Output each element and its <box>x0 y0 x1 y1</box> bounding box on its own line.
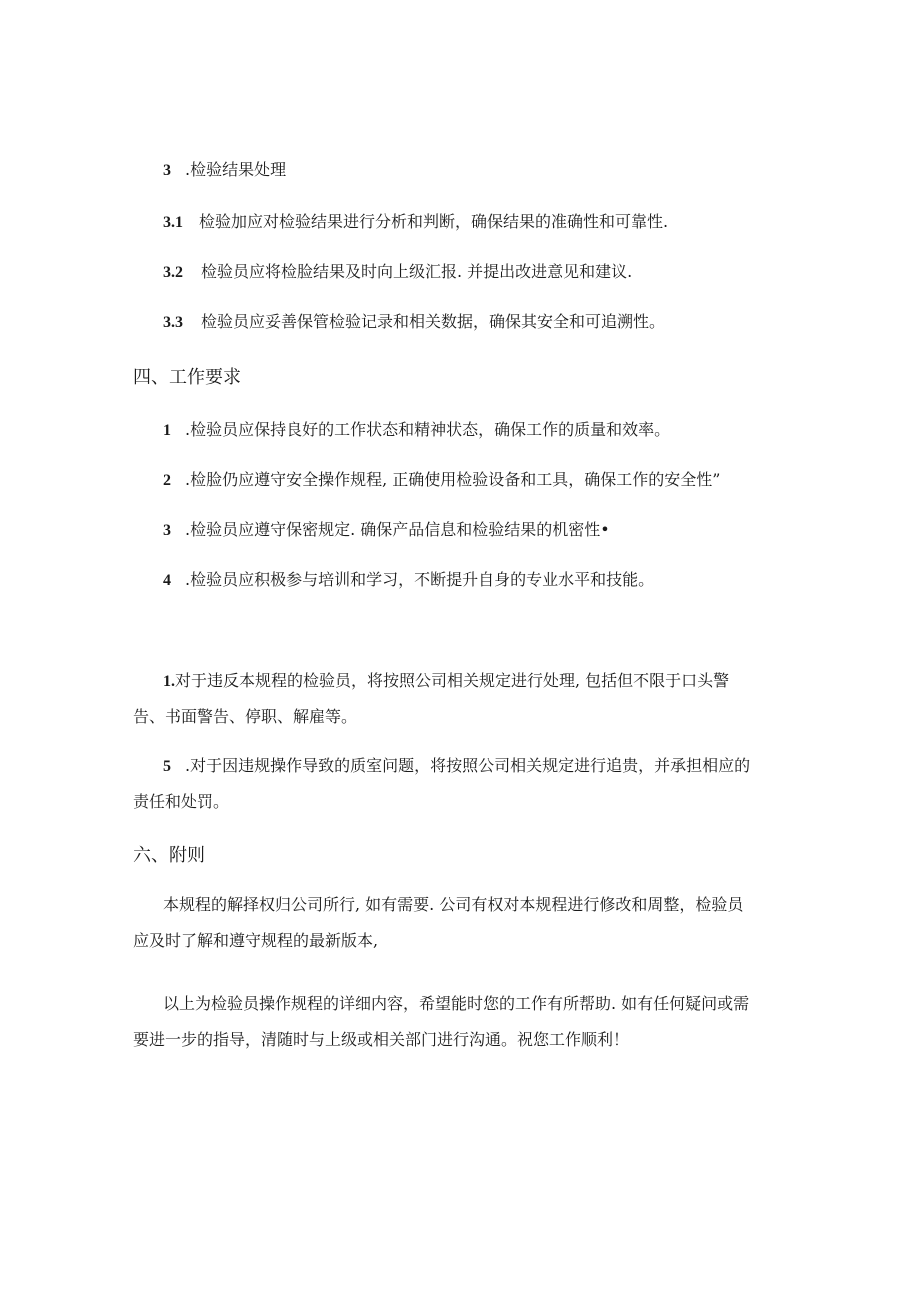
item-text: 对于违反本规程的检验员，将按照公司相关规定进行处理, 包括但不限于口头警 <box>175 671 730 690</box>
item-number: 3 <box>163 522 171 539</box>
closing-line2: 要进一步的指导，清随时与上级或相关部门进行沟通。祝您工作顺利！ <box>133 1030 630 1049</box>
section3-item-3 <box>163 312 665 333</box>
item-text: .检验员应遵守保密规定. 确保产品信息和检验结果的机密性• <box>185 520 610 539</box>
item-text: 检验加应对检验结果进行分析和判断，确保结果的准确性和可靠性. <box>199 212 669 231</box>
item-text: .检验员应积极参与培训和学习，不断提升自身的专业水平和技能。 <box>185 570 655 589</box>
item-text: .检脸仍应遵守安全操作规程, 正确使用检验设备和工具，确保工作的安全性” <box>185 470 721 489</box>
section4-heading: 四、工作要求 <box>133 367 241 388</box>
section4-item-1 <box>163 420 670 441</box>
item-text: 检验员应将检脸结果及时向上级汇报. 并提出改进意见和建议. <box>201 262 633 281</box>
closing-line1: 以上为检验员操作规程的详细内容，希望能时您的工作有所帮助. 如有任何疑问或需 <box>163 994 750 1013</box>
section3-item-1 <box>163 212 668 233</box>
item-number: 3.2 <box>163 264 183 281</box>
item-number: 1 <box>163 422 171 439</box>
section3-title <box>163 160 286 181</box>
item-number: 2 <box>163 472 171 489</box>
item-number: 3.1 <box>163 214 183 231</box>
section4-item-2 <box>163 470 720 491</box>
item-number: 4 <box>163 572 171 589</box>
item-text: .对于因违规操作导致的质室问题，将按照公司相关规定进行追贵，并承担相应的 <box>185 756 751 775</box>
item-number: 1. <box>163 673 175 690</box>
section5-item-1-line2: 告、书面警告、停职、解雇等。 <box>133 707 358 726</box>
section6-paragraph-line1: 本规程的解择权归公司所行, 如有需要. 公司有权对本规程进行修改和周整，检验员 <box>163 895 744 914</box>
section3-title-number: 3 <box>163 162 171 179</box>
section6-heading: 六、附则 <box>133 845 205 866</box>
section6-paragraph-line2: 应及时了解和遵守规程的最新版本, <box>133 931 379 950</box>
section5-item-2-line2: 责任和处罚。 <box>133 792 230 811</box>
section5-item-1-line1 <box>163 671 729 692</box>
item-text: .检验员应保持良好的工作状态和精神状态，确保工作的质量和效率。 <box>185 420 671 439</box>
item-number: 3.3 <box>163 314 183 331</box>
section3-title-text: .检验结果处理 <box>185 160 287 179</box>
section4-item-3 <box>163 520 610 541</box>
item-text: 检验员应妥善保管检验记录和相关数据，确保其安全和可追溯性。 <box>201 312 666 331</box>
section5-item-2-line1 <box>163 756 750 777</box>
section4-item-4 <box>163 570 654 591</box>
section3-item-2 <box>163 262 632 283</box>
item-number: 5 <box>163 758 171 775</box>
